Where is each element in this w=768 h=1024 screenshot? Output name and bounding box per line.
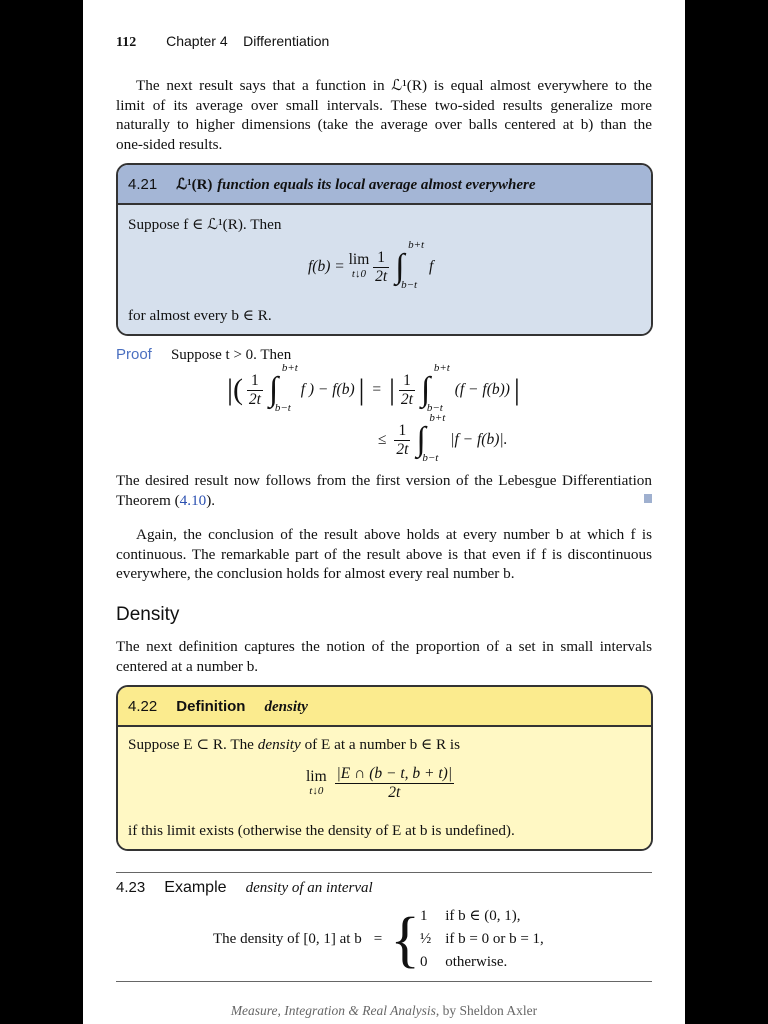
case-condition: if b ∈ (0, 1), <box>445 908 521 924</box>
definition-formula <box>306 765 454 802</box>
section-heading: Density <box>116 604 180 625</box>
text-line: Again, the conclusion of the result above holds at every number b at which f is <box>136 526 652 543</box>
text-line: The desired result now follows from the first version of the Lebesgue Differentiation <box>116 472 652 489</box>
book-page <box>83 0 685 1024</box>
text-line: limit of its average over small intervals. These two-sided results generalize more <box>116 96 652 114</box>
book-title: Measure, Integration & Real Analysis <box>230 1003 436 1018</box>
theorem-hypothesis: Suppose f ∈ ℒ¹(R). Then <box>128 216 282 233</box>
theorem-conclusion: for almost every b ∈ R. <box>128 307 272 324</box>
frac-numerator: 1 <box>399 372 415 391</box>
case-row <box>420 905 550 928</box>
theorem-number: 4.21 <box>128 176 158 193</box>
example-number: 4.23 <box>116 879 146 896</box>
proof-conclusion <box>116 471 652 510</box>
running-header <box>116 33 329 51</box>
theorem-box <box>116 163 653 336</box>
intro-paragraph-cont <box>116 96 652 155</box>
limit-operator <box>306 769 327 799</box>
again-paragraph-cont <box>116 545 652 584</box>
again-paragraph <box>116 525 652 545</box>
fraction <box>373 249 389 286</box>
lim-subscript: t↓0 <box>309 784 324 797</box>
lim-word: lim <box>306 767 327 785</box>
frac-denominator: 2t <box>400 390 413 408</box>
case-value: 1 <box>419 908 428 924</box>
lim-word: lim <box>348 251 370 268</box>
frac-numerator: |E ∩ (b − t, b + t)| <box>336 765 453 782</box>
chapter-title: Differentiation <box>243 33 330 49</box>
author-credit: , by Sheldon Axler <box>435 1003 538 1018</box>
text-line <box>116 491 652 511</box>
formula-lhs: f(b) = <box>308 258 349 275</box>
text-line: one-sided results. <box>116 135 223 153</box>
text-line: The next result says that a function in ℒ¹(R) is equal almost everywhere to the <box>136 77 652 94</box>
fraction <box>399 372 415 409</box>
definition-statement <box>128 735 460 754</box>
text-line: continuous. The remarkable part of the result above is that even if f is discontinuous <box>116 545 652 563</box>
fraction <box>394 422 410 459</box>
proof-line1-left: f ) − f(b) <box>300 381 355 398</box>
proof-equation-line1: |( $\frac{1}{2t}$ ∫ b+t b−t f ) − f(b) | = | $\frac{1}{2t}$ ∫ b+t b−t (f − f(b)) | <box>227 362 520 414</box>
equals-sign: = <box>372 381 382 398</box>
case-row <box>420 928 550 951</box>
fraction <box>335 765 455 802</box>
case-row <box>420 951 550 974</box>
definition-kind: Definition <box>176 698 246 715</box>
frac-denominator: 2t <box>396 440 409 458</box>
theorem-formula <box>308 239 434 291</box>
definition-header <box>118 687 651 727</box>
integrand: f <box>428 258 434 275</box>
frac-denominator: 2t <box>375 267 388 285</box>
integral-sign: ∫ b+t b−t <box>420 362 450 414</box>
text-line: centered at a number b. <box>116 657 259 675</box>
case-value: 0 <box>419 954 428 970</box>
integral-sign: ∫ b+t b−t <box>395 239 425 291</box>
text-line: naturally to higher dimensions (take the average over balls centered at b) than the <box>116 116 652 133</box>
frac-numerator: 1 <box>373 249 389 268</box>
fraction <box>247 372 263 409</box>
definition-box <box>116 685 653 851</box>
example-top-rule <box>116 872 652 873</box>
defined-term: density <box>257 736 301 753</box>
example-formula <box>213 905 550 974</box>
lim-subscript: t↓0 <box>351 268 366 280</box>
text-line: everywhere, the conclusion holds for almost every real number b. <box>116 565 515 582</box>
proof-equation-line2 <box>378 412 508 464</box>
theorem-title: function equals its local average almost everywhere <box>217 177 536 193</box>
integral-lower: b−t <box>422 452 439 464</box>
left-brace-icon: { <box>390 905 420 974</box>
integral-upper: b+t <box>433 362 450 374</box>
cases-table <box>420 905 550 974</box>
integral-lower: b−t <box>274 402 291 414</box>
example-lhs: The density of [0, 1] at b <box>213 931 362 947</box>
integral-upper: b+t <box>281 362 298 374</box>
example-title: density of an interval <box>245 880 373 896</box>
example-header <box>116 878 373 897</box>
case-condition: otherwise. <box>445 954 508 970</box>
integral-upper: b+t <box>408 239 425 251</box>
text-fragment: Theorem ( <box>116 491 180 509</box>
example-bottom-rule <box>116 981 652 982</box>
frac-denominator: 2t <box>248 390 261 408</box>
proof-intro-line <box>116 345 291 364</box>
density-intro <box>116 637 652 676</box>
chapter-label: Chapter 4 <box>166 33 228 49</box>
definition-number: 4.22 <box>128 698 158 715</box>
example-kind: Example <box>164 879 227 896</box>
limit-operator <box>349 252 370 282</box>
definition-conclusion: if this limit exists (otherwise the density of E at b is undefined). <box>128 822 515 839</box>
theorem-body <box>118 205 651 334</box>
frac-numerator: 1 <box>247 372 263 391</box>
integral-lower: b−t <box>426 402 443 414</box>
theorem-header <box>118 165 651 205</box>
text-fragment: of E at a number b ∈ R is <box>300 736 461 753</box>
text-fragment: ). <box>206 491 216 509</box>
definition-title: density <box>264 699 308 715</box>
proof-line1-right: (f − f(b)) <box>454 381 510 398</box>
page-number: 112 <box>116 35 137 50</box>
proof-label: Proof <box>116 346 152 363</box>
integral-lower: b−t <box>401 279 418 291</box>
definition-body <box>118 727 651 849</box>
case-value: ½ <box>419 931 432 947</box>
integral-upper: b+t <box>429 412 446 424</box>
text-fragment: Suppose E ⊂ R. The <box>128 736 258 753</box>
page-footer <box>83 1003 685 1019</box>
intro-paragraph <box>116 76 652 96</box>
qed-square-icon <box>644 494 652 503</box>
integral-sign: ∫ b+t b−t <box>416 412 446 464</box>
theorem-reference-link[interactable]: 4.10 <box>179 491 207 509</box>
case-condition: if b = 0 or b = 1, <box>445 931 544 947</box>
proof-line2-right: |f − f(b)|. <box>450 431 508 448</box>
text-line: The next definition captures the notion of the proportion of a set in small intervals <box>116 638 652 655</box>
frac-numerator: 1 <box>394 422 410 441</box>
proof-intro: Suppose t > 0. Then <box>170 347 292 363</box>
leq-sign: ≤ <box>378 431 387 448</box>
equals-sign: = <box>373 931 383 947</box>
frac-denominator: 2t <box>388 784 401 801</box>
integral-sign: ∫ b+t b−t <box>268 362 298 414</box>
theorem-title-math: ℒ¹(R) <box>176 177 213 193</box>
